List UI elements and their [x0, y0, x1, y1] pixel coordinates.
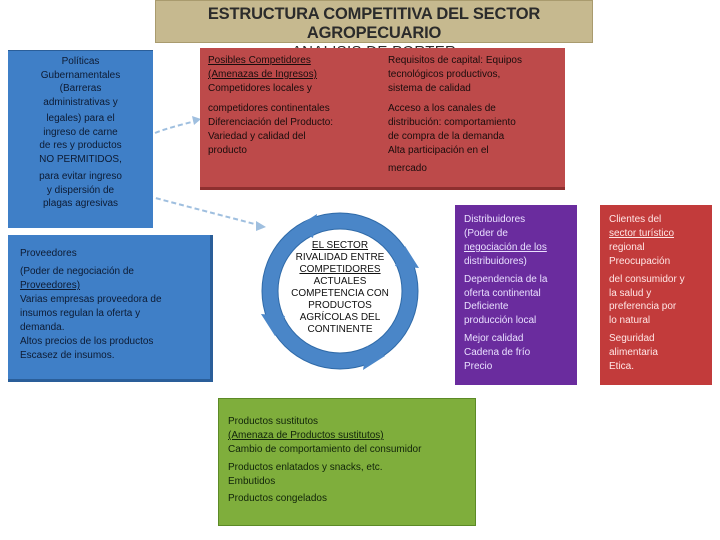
sustitutos-line: Cambio de comportamiento del consumidor: [228, 444, 422, 456]
distribuidores-box: [455, 205, 577, 385]
center-line: COMPETENCIA CON: [291, 288, 389, 299]
competidores-column-left: [208, 54, 368, 158]
clientes-line: del consumidor y: [609, 273, 685, 285]
competidores-line: competidores continentales: [208, 103, 330, 114]
politicas-line: Políticas: [61, 56, 100, 67]
center-line: PRODUCTOS: [308, 300, 372, 311]
competidores-line: Alta participación en el: [388, 145, 489, 156]
competidores-line: Variedad y calidad del: [208, 131, 306, 142]
politicas-line: Gubernamentales: [40, 69, 121, 81]
distribuidores-line: oferta continental: [464, 287, 541, 299]
competidores-line: Competidores locales y: [208, 83, 312, 94]
competidores-line: Acceso a los canales de: [388, 103, 496, 114]
distribuidores-line: Cadena de frío: [464, 347, 531, 359]
proveedores-line: Escasez de insumos.: [20, 350, 115, 361]
competidores-line: de compra de la demanda: [388, 131, 505, 142]
distribuidores-line: negociación de los: [464, 241, 547, 253]
proveedores-line: demanda.: [20, 322, 65, 333]
center-line: AGRÍCOLAS DEL: [299, 312, 381, 323]
competidores-column-right: [388, 54, 558, 176]
proveedores-heading: Proveedores: [20, 248, 77, 259]
clientes-box: [600, 205, 712, 385]
distribuidores-heading: Distribuidores: [464, 214, 526, 225]
page-title: ESTRUCTURA COMPETITIVA DEL SECTOR AGROPECUARIO: [207, 5, 541, 42]
central-sector-text: [270, 240, 410, 336]
politicas-line: administrativas y: [43, 96, 118, 108]
distribuidores-line: producción local: [464, 315, 537, 327]
competidores-heading: Posibles Competidores: [208, 55, 311, 66]
clientes-line: sector turístico: [609, 227, 675, 239]
politicas-line: NO PERMITIDOS,: [39, 153, 122, 165]
proveedores-line: Varias empresas proveedora de: [20, 294, 162, 305]
politicas-line: (Barreras: [59, 83, 102, 94]
competidores-line: producto: [208, 145, 247, 156]
clientes-line: la salud y: [609, 287, 652, 299]
center-line: COMPETIDORES: [299, 264, 381, 275]
proveedores-line: Proveedores): [20, 280, 81, 291]
sustitutos-subheading: (Amenaza de Productos sustitutos): [228, 430, 384, 442]
arrow-politicas-to-center: [148, 196, 262, 226]
distribuidores-line: (Poder de: [464, 227, 508, 239]
clientes-line: lo natural: [609, 315, 651, 327]
competidores-line: distribución: comportamiento: [388, 117, 516, 128]
center-line: CONTINENTE: [307, 324, 373, 335]
politicas-gubernamentales-box: [8, 50, 153, 228]
clientes-line: Seguridad: [609, 333, 655, 345]
clientes-line: Preocupación: [609, 255, 671, 267]
politicas-line: plagas agresivas: [42, 198, 119, 209]
politicas-line: ingreso de carne: [43, 126, 118, 138]
competidores-box: [200, 48, 565, 190]
proveedores-line: (Poder de negociación de: [20, 266, 134, 277]
distribuidores-line: distribuidores): [464, 255, 527, 267]
sustitutos-line: Productos enlatados y snacks, etc.: [228, 461, 383, 473]
distribuidores-line: Mejor calidad: [464, 333, 524, 345]
clientes-line: regional: [609, 241, 645, 253]
sustitutos-box: [218, 398, 476, 526]
distribuidores-line: Dependencia de la: [464, 273, 548, 285]
competidores-subheading: (Amenazas de Ingresos): [208, 69, 317, 80]
proveedores-line: Altos precios de los productos: [20, 336, 154, 347]
politicas-line: para evitar ingreso: [39, 171, 122, 182]
distribuidores-line: Deficiente: [464, 301, 509, 313]
politicas-line: legales) para el: [46, 113, 115, 124]
clientes-line: Etica.: [609, 361, 635, 373]
politicas-line: de res y productos: [39, 140, 122, 151]
competidores-line: mercado: [388, 163, 427, 174]
center-line: RIVALIDAD ENTRE: [295, 252, 385, 263]
arrow-politicas-to-competidores: [155, 120, 199, 133]
distribuidores-line: Precio: [464, 361, 493, 373]
competidores-line: Diferenciación del Producto:: [208, 117, 334, 128]
politicas-line: y dispersión de: [46, 184, 115, 196]
clientes-line: preferencia por: [609, 301, 677, 313]
sustitutos-line: Embutidos: [228, 475, 276, 487]
proveedores-box: [8, 235, 213, 382]
clientes-line: alimentaria: [609, 347, 658, 359]
sustitutos-heading: Productos sustitutos: [228, 416, 319, 427]
center-line: EL SECTOR: [311, 240, 369, 251]
sustitutos-line: Productos congelados: [228, 493, 327, 505]
center-line: ACTUALES: [313, 276, 367, 287]
proveedores-line: insumos regulan la oferta y: [20, 308, 141, 319]
competidores-line: sistema de calidad: [388, 83, 471, 94]
competidores-line: Requisitos de capital: Equipos: [388, 55, 522, 66]
clientes-heading: Clientes del: [609, 214, 662, 225]
competidores-line: tecnológicos productivos,: [388, 69, 501, 80]
